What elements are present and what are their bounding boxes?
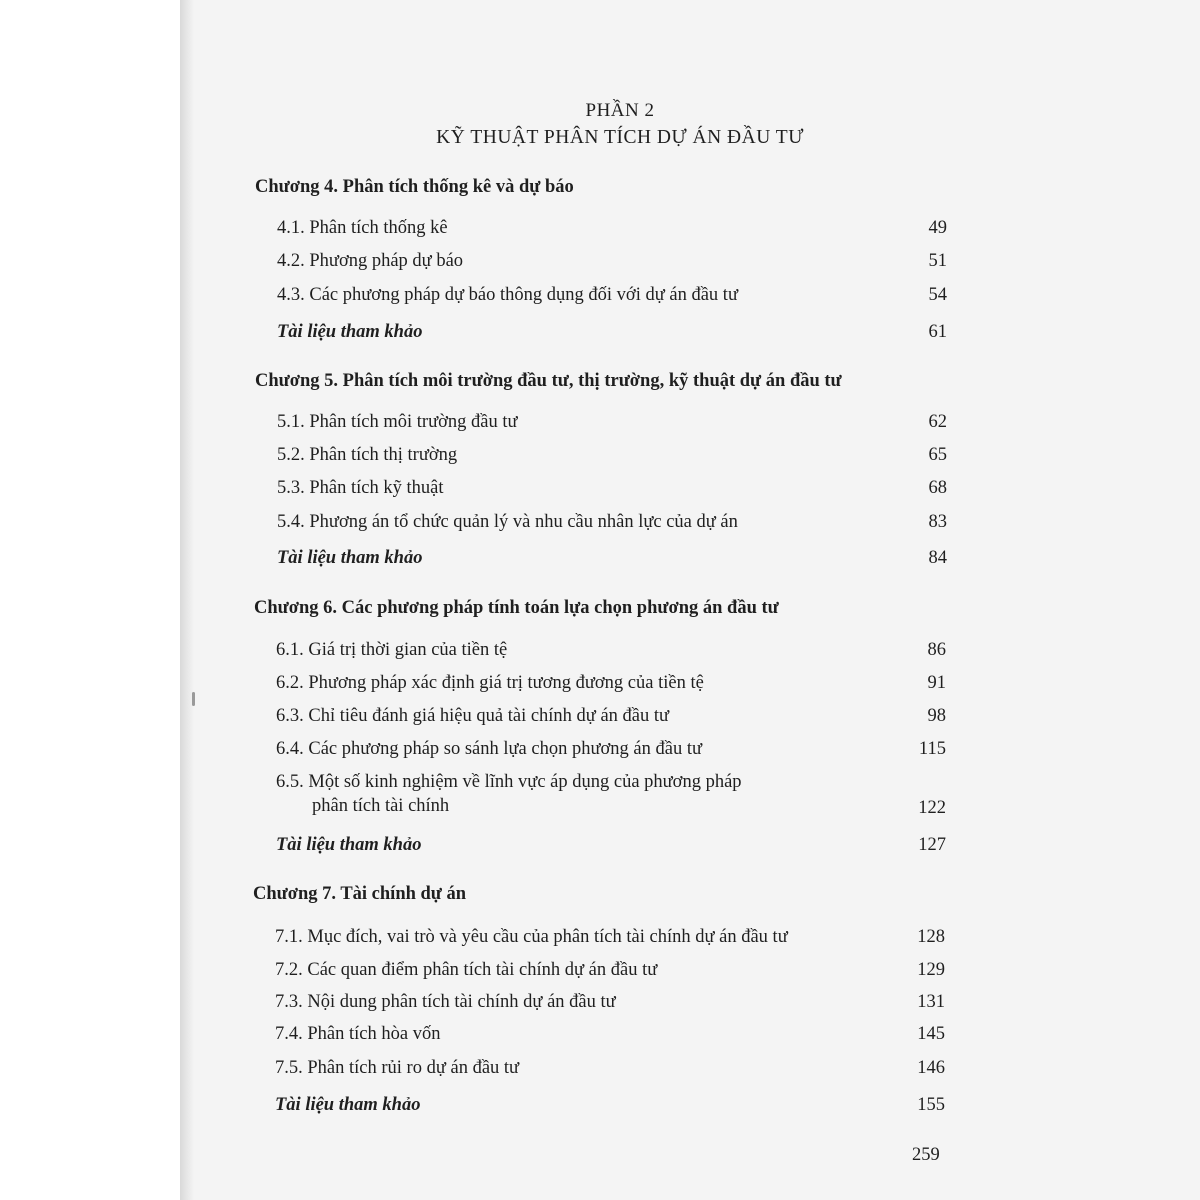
toc-references[interactable] — [276, 833, 946, 857]
toc-references[interactable] — [275, 1093, 945, 1117]
toc-entry-label: 6.3. Chỉ tiêu đánh giá hiệu quả tài chính dự án đầu tư — [276, 706, 670, 726]
toc-entry[interactable] — [277, 476, 947, 500]
toc-entry-label: 6.1. Giá trị thời gian của tiền tệ — [276, 640, 508, 660]
toc-entry[interactable] — [275, 925, 945, 949]
toc-entry-page: 155 — [917, 1095, 945, 1115]
toc-entry-page: 51 — [928, 251, 947, 271]
part-number: PHẦN 2 — [585, 100, 655, 121]
toc-entry-label: 6.4. Các phương pháp so sánh lựa chọn phương án đầu tư — [276, 739, 703, 759]
chapter-5-title: Chương 5. Phân tích môi trường đầu tư, thị trường, kỹ thuật dự án đầu tư — [255, 371, 842, 391]
toc-references[interactable] — [277, 546, 947, 570]
toc-entry[interactable] — [276, 638, 946, 662]
toc-references-label: Tài liệu tham khảo — [277, 322, 423, 342]
toc-entry[interactable] — [276, 770, 946, 820]
toc-references-label: Tài liệu tham khảo — [277, 548, 423, 568]
toc-entry-page: 131 — [917, 992, 945, 1012]
chapter-7-title: Chương 7. Tài chính dự án — [253, 884, 467, 904]
toc-entry-label: 4.1. Phân tích thống kê — [277, 218, 448, 238]
toc-entry-label: 4.3. Các phương pháp dự báo thông dụng đối với dự án đầu tư — [277, 285, 738, 305]
toc-entry[interactable] — [275, 1022, 945, 1046]
toc-entry-page: 146 — [917, 1058, 945, 1078]
toc-entry-label: 5.3. Phân tích kỹ thuật — [277, 478, 444, 498]
toc-entry[interactable] — [277, 510, 947, 534]
toc-entry-page: 145 — [917, 1024, 945, 1044]
toc-entry-page: 86 — [927, 640, 946, 660]
toc-entry-label: 5.1. Phân tích môi trường đầu tư — [277, 412, 518, 432]
toc-entry-label — [276, 770, 836, 818]
toc-entry-label: 5.2. Phân tích thị trường — [277, 445, 458, 465]
toc-entry-label: 7.4. Phân tích hòa vốn — [275, 1024, 441, 1044]
toc-entry[interactable] — [275, 990, 945, 1014]
toc-entry-label-line: phân tích tài chính — [312, 796, 450, 816]
toc-entry-label: 6.2. Phương pháp xác định giá trị tương đương của tiền tệ — [276, 673, 704, 693]
toc-entry-label: 7.5. Phân tích rủi ro dự án đầu tư — [275, 1058, 520, 1078]
part-title: KỸ THUẬT PHÂN TÍCH DỰ ÁN ĐẦU TƯ — [436, 127, 804, 148]
toc-entry-label: 4.2. Phương pháp dự báo — [277, 251, 464, 271]
toc-references[interactable] — [277, 320, 947, 344]
toc-entry-page: 128 — [917, 927, 945, 947]
toc-entry[interactable] — [277, 249, 947, 273]
toc-entry-page: 98 — [927, 706, 946, 726]
toc-entry-page: 91 — [927, 673, 946, 693]
toc-entry-page: 65 — [928, 445, 947, 465]
chapter-6-title: Chương 6. Các phương pháp tính toán lựa chọn phương án đầu tư — [254, 598, 779, 618]
toc-entry-label: 7.3. Nội dung phân tích tài chính dự án đầu tư — [275, 992, 616, 1012]
toc-entry-label: 5.4. Phương án tổ chức quản lý và nhu cầu nhân lực của dự án — [277, 512, 738, 532]
toc-entry-page: 61 — [928, 322, 947, 342]
toc-entry[interactable] — [275, 1056, 945, 1080]
toc-entry-page: 84 — [928, 548, 947, 568]
toc-entry-page: 54 — [928, 285, 947, 305]
toc-entry-page: 49 — [928, 218, 947, 238]
toc-references-label: Tài liệu tham khảo — [275, 1095, 421, 1115]
toc-entry[interactable] — [276, 704, 946, 728]
toc-entry-label: 7.2. Các quan điểm phân tích tài chính dự án đầu tư — [275, 960, 658, 980]
toc-entry-page: 129 — [917, 960, 945, 980]
chapter-4-title: Chương 4. Phân tích thống kê và dự báo — [255, 177, 574, 197]
toc-entry[interactable] — [277, 410, 947, 434]
toc-entry[interactable] — [277, 283, 947, 307]
toc-entry[interactable] — [276, 737, 946, 761]
toc-entry-page: 115 — [918, 739, 946, 759]
toc-entry-page: 122 — [918, 798, 946, 818]
toc-entry[interactable] — [277, 443, 947, 467]
toc-entry-label-line: 6.5. Một số kinh nghiệm về lĩnh vực áp dụng của phương pháp — [276, 772, 742, 792]
toc-references-label: Tài liệu tham khảo — [276, 835, 422, 855]
toc-entry[interactable] — [277, 216, 947, 240]
page-number: 259 — [912, 1145, 940, 1165]
toc-entry-page: 62 — [928, 412, 947, 432]
toc-entry-page: 83 — [928, 512, 947, 532]
toc-entry[interactable] — [276, 671, 946, 695]
toc-entry-page: 68 — [928, 478, 947, 498]
toc-entry-label: 7.1. Mục đích, vai trò và yêu cầu của phân tích tài chính dự án đầu tư — [275, 927, 788, 947]
toc-entry[interactable] — [275, 958, 945, 982]
toc-entry-page: 127 — [918, 835, 946, 855]
